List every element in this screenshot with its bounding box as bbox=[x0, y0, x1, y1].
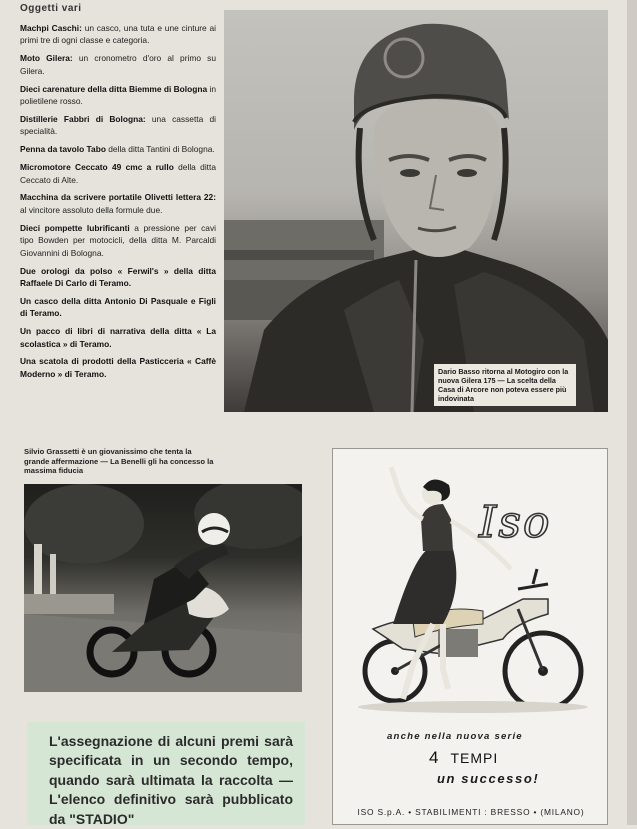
prize-list bbox=[20, 22, 216, 386]
prize-item-text: a pressione per cavi tipo Bowden per motocicli, della ditta M. Parcaldi Giovannini di Bologna. bbox=[20, 222, 216, 258]
prize-item-bold: Micromotore Ceccato 49 cmc a rullo bbox=[20, 162, 174, 173]
prize-item bbox=[20, 52, 216, 77]
rider-portrait-illustration bbox=[224, 10, 608, 412]
prize-item-bold: Dieci carenature della ditta Biemme di Bologna bbox=[20, 83, 208, 94]
prize-item-text: un cronometro d'oro al primo su Gilera. bbox=[20, 53, 216, 76]
rider-portrait-caption: Dario Basso ritorna al Motogiro con la nuova Gilera 175 — La scelta della Casa di Arcore non poteva essere più indovinata bbox=[434, 364, 576, 406]
ad-tagline-1: anche nella nuova serie bbox=[387, 731, 523, 742]
prize-item-bold: Machpi Caschi: bbox=[20, 23, 82, 33]
racer-cornering-photo bbox=[24, 484, 302, 692]
ad-tagline-2 bbox=[429, 748, 498, 768]
prize-item-bold: Dieci pompette lubrificanti bbox=[20, 222, 130, 233]
iso-logo: Iso bbox=[479, 497, 552, 548]
prize-item-bold: Macchina da scrivere portatile Olivetti lettera 22: bbox=[20, 192, 216, 203]
ad-stroke-number: 4 bbox=[429, 748, 439, 767]
ad-stroke-word: TEMPI bbox=[450, 750, 499, 766]
prize-item-text: al vincitore assoluto della formule due. bbox=[20, 204, 163, 215]
prize-item bbox=[20, 113, 216, 138]
prize-item-text: della ditta Ceccato di Alte. bbox=[20, 162, 216, 185]
prize-item-bold: Una scatola di prodotti della Pasticceria « Caffè Moderno » di Teramo. bbox=[20, 356, 216, 379]
prize-item-bold: Penna da tavolo Tabo bbox=[20, 144, 106, 155]
prize-item-text: un casco, una tuta e une cinture ai primi tre di ogni classe e categoria. bbox=[20, 23, 216, 46]
prize-item-bold: Distillerie Fabbri di Bologna: bbox=[20, 113, 146, 124]
page-edge bbox=[627, 0, 637, 825]
ad-illustration bbox=[333, 449, 608, 729]
prize-item bbox=[20, 22, 216, 47]
prize-item bbox=[20, 265, 216, 290]
prize-item bbox=[20, 143, 216, 155]
ad-company-footer: ISO S.p.A. • STABILIMENTI : BRESSO • (MILANO) bbox=[357, 807, 585, 817]
prize-item-bold: Un pacco di libri di narrativa della ditta « La scolastica » di Teramo. bbox=[20, 326, 216, 349]
prize-item-bold: Un casco della ditta Antonio Di Pasquale e Figli di Teramo. bbox=[20, 295, 216, 319]
iso-motorcycle-advertisement bbox=[332, 448, 608, 825]
prize-item bbox=[20, 161, 216, 186]
prize-item-bold: Moto Gilera: bbox=[20, 53, 73, 64]
prize-item bbox=[20, 83, 216, 108]
prize-item bbox=[20, 325, 216, 350]
racer-cornering-illustration bbox=[24, 484, 302, 692]
prize-item bbox=[20, 191, 216, 216]
rider-portrait-photo bbox=[224, 10, 608, 412]
prize-item bbox=[20, 355, 216, 380]
ad-tagline-3: un successo! bbox=[437, 771, 540, 786]
racer-photo-caption: Silvio Grassetti è un giovanissimo che tenta la grande affermazione — La Benelli gli ha concesso la massima fiducia bbox=[24, 447, 214, 476]
prize-item-text: in polietilene rosso. bbox=[20, 83, 216, 107]
prize-list-heading: Oggetti vari bbox=[20, 3, 82, 14]
prize-item-text: una cassetta di specialità. bbox=[20, 113, 216, 137]
prize-item-bold: Due orologi da polso « Ferwil's » della ditta Raffaele Di Carlo di Teramo. bbox=[20, 265, 216, 288]
prize-item bbox=[20, 222, 216, 259]
prize-item-text: della ditta Tantini di Bologna. bbox=[105, 144, 215, 155]
award-notice-box: L'assegnazione di alcuni premi sarà specificata in un secondo tempo, quando sarà ultimata la raccolta — L'elenco definitivo sarà pubblicato da "STADIO" bbox=[27, 722, 305, 825]
prize-item bbox=[20, 295, 216, 320]
